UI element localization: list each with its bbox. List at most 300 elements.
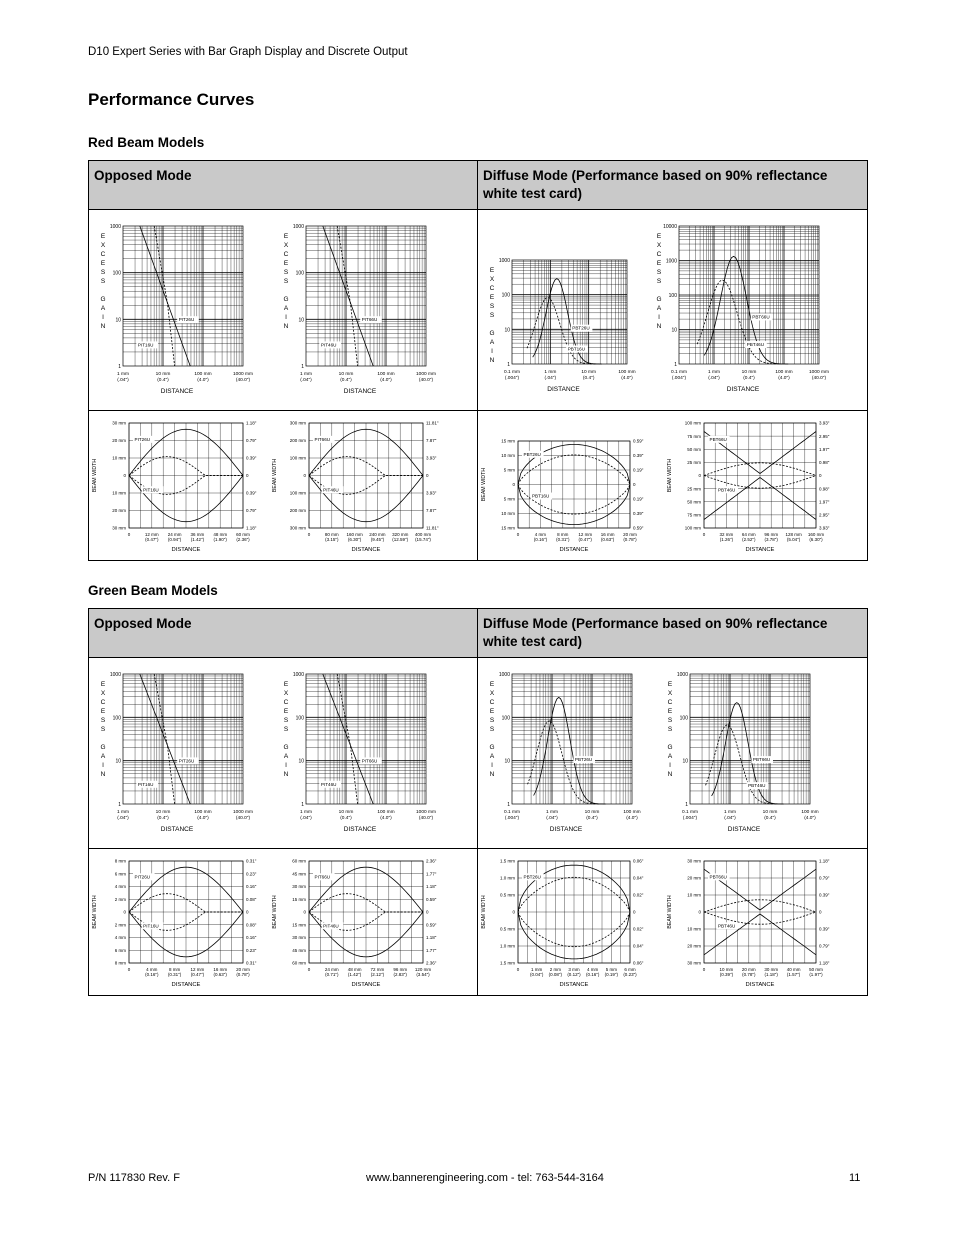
distance-tick-inch-label: (40.0") <box>418 816 434 821</box>
excess-gain-axis-letter: N <box>489 771 495 778</box>
gain-tick-label: 100 <box>501 715 510 722</box>
green-diffuse-gain-charts <box>478 658 867 848</box>
excess-gain-axis-letter: E <box>489 267 495 274</box>
gain-tick-label: 10 <box>115 317 121 324</box>
beam-width-tick-right: 0.39" <box>819 892 830 898</box>
excess-gain-axis-letter: E <box>656 260 662 267</box>
excess-gain-axis-letter: E <box>283 260 289 267</box>
beam-width-tick-right: 1.18" <box>819 858 830 864</box>
beam-width-tick-right: 1.18" <box>426 935 437 941</box>
gain-tick-label: 1 <box>301 802 304 808</box>
beam-width-tick-left: 200 mm <box>289 508 306 514</box>
curve-label-PIT16U: PIT16U <box>137 342 154 348</box>
beam-width-tick-left: 30 mm <box>112 525 126 531</box>
excess-gain-axis-letter: G <box>656 296 662 303</box>
beam-width-tick-left: 1.5 mm <box>499 858 515 864</box>
distance-tick-label: 100 mm <box>194 810 212 815</box>
distance-tick-label: 1000 mm <box>233 810 253 815</box>
curve-label-PBT46U: PBT46U <box>717 487 736 493</box>
beam-width-tick-right: 2.95" <box>819 512 830 518</box>
beam-width-tick-right: 0.59" <box>426 922 437 928</box>
excess-gain-axis-letter: S <box>283 278 289 285</box>
distance-axis-title: DISTANCE <box>351 982 381 988</box>
gain-tick-label: 100 <box>668 293 677 299</box>
beam-width-tick-left: 8 mm <box>114 858 126 864</box>
distance-tick-inch-label: (4.0") <box>380 816 392 821</box>
curve-label-PBT66U: PBT66U <box>752 314 770 320</box>
distance-tick-label: 100 mm <box>194 372 212 377</box>
beam-width-tick-left: 30 mm <box>687 858 701 864</box>
gain-tick-label: 1000 <box>676 672 688 678</box>
beam-width-tick-right: 0.06" <box>633 858 644 864</box>
distance-tick-inch-label: (0.12") <box>567 972 581 977</box>
gain-tick-label: 1000 <box>109 224 121 230</box>
distance-tick-label: 60 mm <box>236 532 250 537</box>
distance-axis-title: DISTANCE <box>160 388 194 395</box>
beam-width-tick-right: 0 <box>246 909 249 915</box>
distance-tick-label: 0.1 mm <box>504 810 520 815</box>
distance-tick-inch-label: (4.0") <box>197 378 209 383</box>
distance-tick-inch-label: (4.0") <box>197 816 209 821</box>
distance-tick-inch-label: (0.78") <box>623 537 637 542</box>
distance-tick-inch-label: (3.15") <box>325 537 339 542</box>
distance-tick-inch-label: (40.0") <box>235 816 251 821</box>
distance-tick-label: 100 mm <box>377 810 395 815</box>
distance-tick-label: 24 mm <box>167 532 182 537</box>
beam-width-axis-title: BEAM WIDTH <box>272 458 278 493</box>
gain-tick-label: 10 <box>682 758 688 765</box>
beam-width-tick-left: 0.5 mm <box>499 892 515 898</box>
excess-gain-axis-letter: A <box>667 753 673 760</box>
beam-width-tick-right: 3.93" <box>426 455 437 461</box>
distance-tick-inch-label: (0.4") <box>743 376 755 381</box>
green-opposed-gain-charts <box>89 658 478 848</box>
gain-tick-label: 100 <box>112 715 121 722</box>
excess-gain-axis-letter: C <box>283 251 289 258</box>
distance-tick-label: 1 mm <box>708 370 720 375</box>
excess-gain-axis-letter: N <box>100 323 106 330</box>
gain-tick-label: 10 <box>504 758 510 765</box>
beam-width-tick-right: 1.18" <box>246 525 257 531</box>
beam-width-tick-left: 0 <box>512 482 515 488</box>
distance-tick-inch-label: (0.4") <box>340 378 352 383</box>
beam-width-tick-left: 100 mm <box>289 455 306 461</box>
green-beam-table <box>88 608 868 996</box>
curve-label-PIT46U: PIT46U <box>323 923 339 929</box>
distance-axis-title: DISTANCE <box>559 982 589 988</box>
distance-tick-label: 1 mm <box>546 810 558 815</box>
distance-tick-inch-label: (4.0") <box>380 378 392 383</box>
excess-gain-axis-letter: A <box>100 305 106 312</box>
distance-tick-label: 100 mm <box>623 810 641 815</box>
gain-tick-label: 10 <box>671 327 677 334</box>
beam-width-tick-left: 20 mm <box>112 508 126 514</box>
excess-gain-axis-letter: S <box>100 717 106 724</box>
distance-tick-label: 0.1 mm <box>504 370 520 375</box>
beam-width-tick-right: 0.79" <box>246 508 257 514</box>
beam-width-axis-title: BEAM WIDTH <box>667 895 673 929</box>
distance-tick-inch-label: (5.04") <box>786 537 801 542</box>
beam-width-tick-right: 0.98" <box>819 460 830 466</box>
gain-tick-label: 1000 <box>292 672 304 678</box>
beam-width-tick-left: 1.0 mm <box>499 875 515 881</box>
excess-gain-axis-letter: E <box>100 260 106 267</box>
excess-gain-axis-letter: S <box>656 278 662 285</box>
distance-tick-label: 64 mm <box>741 532 756 537</box>
curve-label-PBT16U: PBT16U <box>567 346 586 352</box>
beam-width-tick-left: 0 <box>123 909 126 915</box>
excess-gain-axis-letter: N <box>283 771 289 778</box>
gain-tick-label: 1 <box>674 362 677 368</box>
beam-width-tick-right: 0.23" <box>246 947 257 953</box>
beam-width-tick-right: 0 <box>246 473 249 479</box>
excess-gain-axis-letter: C <box>489 699 495 706</box>
excess-gain-axis-letter: S <box>489 717 495 724</box>
distance-tick-label: 40 mm <box>786 967 801 972</box>
beam-width-tick-right: 7.87" <box>426 438 437 444</box>
distance-tick-label: 20 mm <box>741 967 756 972</box>
distance-tick-label: 8 mm <box>557 532 569 537</box>
distance-tick-inch-label: (0.4") <box>157 378 169 383</box>
beam-width-tick-left: 6 mm <box>114 871 126 877</box>
distance-tick-label: 0.1 mm <box>671 370 687 375</box>
curve-label-PIT66U: PIT66U <box>361 317 378 323</box>
excess-gain-axis-letter: X <box>656 242 662 249</box>
distance-axis-title: DISTANCE <box>171 982 201 988</box>
distance-tick-label: 10 mm <box>338 810 354 815</box>
beam-width-tick-left: 5 mm <box>503 496 515 502</box>
distance-tick-label: 16 mm <box>600 532 615 537</box>
beam-width-axis-title: BEAM WIDTH <box>92 895 98 929</box>
beam-width-tick-left: 10 mm <box>687 926 701 932</box>
distance-tick-inch-label: (40.0") <box>418 378 434 383</box>
distance-tick-label: 0 <box>702 967 706 972</box>
distance-tick-label: 160 mm <box>346 532 363 537</box>
distance-tick-label: 48 mm <box>347 967 362 972</box>
distance-tick-label: 1 mm <box>300 372 312 377</box>
distance-tick-inch-label: (9.45") <box>370 537 385 542</box>
distance-tick-inch-label: (15.74") <box>415 537 431 542</box>
distance-tick-inch-label: (3.54") <box>416 972 430 977</box>
excess-gain-axis-letter: S <box>667 726 673 733</box>
gain-tick-label: 100 <box>679 715 688 722</box>
red-beam-heading: Red Beam Models <box>88 135 205 150</box>
distance-tick-inch-label: (.04") <box>708 376 720 381</box>
curve-label-PBT26U: PBT26U <box>523 874 541 880</box>
excess-gain-axis-letter: N <box>667 771 673 778</box>
distance-axis-title: DISTANCE <box>549 826 583 833</box>
green-diffuse-gain-cell <box>478 658 867 848</box>
beam-width-tick-left: 6 mm <box>114 947 126 953</box>
distance-tick-label: 12 mm <box>190 967 205 972</box>
distance-tick-label: 80 mm <box>324 532 339 537</box>
distance-tick-label: 0 <box>127 532 131 537</box>
beam-width-tick-left: 2 mm <box>114 922 126 928</box>
beam-width-tick-right: 11.81" <box>426 420 439 426</box>
distance-tick-inch-label: (40.0") <box>811 376 827 381</box>
beam-width-tick-left: 4 mm <box>114 884 126 890</box>
distance-tick-label: 96 mm <box>393 967 408 972</box>
excess-gain-axis-letter: S <box>489 312 495 319</box>
gain-tick-label: 1 <box>507 362 510 368</box>
distance-axis-title: DISTANCE <box>343 826 377 833</box>
excess-gain-axis-letter: S <box>100 269 106 276</box>
excess-gain-axis-letter: I <box>285 762 287 769</box>
excess-gain-axis-letter: X <box>489 276 495 283</box>
distance-tick-inch-label: (0.78") <box>742 972 756 977</box>
beam-width-tick-right: 2.95" <box>819 433 830 439</box>
excess-gain-axis-letter: E <box>489 708 495 715</box>
beam-width-tick-right: 0.08" <box>246 922 257 928</box>
excess-gain-axis-letter: E <box>100 233 106 240</box>
beam-width-tick-left: 75 mm <box>687 512 701 518</box>
beam-width-tick-left: 15 mm <box>292 922 306 928</box>
curve-label-PIT66U: PIT66U <box>361 758 378 764</box>
curve-label-PIT16U: PIT16U <box>143 923 159 929</box>
beam-width-tick-right: 2.36" <box>426 858 437 864</box>
distance-tick-inch-label: (0.47") <box>578 537 592 542</box>
distance-tick-inch-label: (4.0") <box>621 376 633 381</box>
gain-tick-label: 100 <box>295 715 304 722</box>
beam-width-tick-right: 0.39" <box>633 511 644 517</box>
distance-tick-inch-label: (0.23") <box>623 972 637 977</box>
distance-tick-inch-label: (2.52") <box>742 537 756 542</box>
beam-width-tick-right: 0.19" <box>633 467 644 473</box>
excess-gain-axis-letter: C <box>100 699 106 706</box>
beam-width-tick-right: 0.79" <box>819 875 830 881</box>
green-beam-heading: Green Beam Models <box>88 583 218 598</box>
green-opposed-gain-cell <box>89 658 478 848</box>
document-header: D10 Expert Series with Bar Graph Display and Discrete Output <box>88 46 408 58</box>
red-opposed-gain-cell <box>89 210 478 410</box>
beam-width-tick-left: 20 mm <box>687 875 701 881</box>
gain-tick-label: 10 <box>298 758 304 765</box>
beam-width-tick-right: 1.18" <box>426 884 437 890</box>
beam-width-tick-left: 100 mm <box>684 525 701 531</box>
beam-width-tick-right: 0.79" <box>819 943 830 949</box>
excess-gain-axis-letter: I <box>102 314 104 321</box>
excess-gain-axis-letter: I <box>491 348 493 355</box>
distance-tick-label: 48 mm <box>213 532 228 537</box>
distance-tick-inch-label: (2.12") <box>370 972 385 977</box>
beam-width-axis-title: BEAM WIDTH <box>667 458 673 493</box>
curve-label-PIT46U: PIT46U <box>323 487 339 493</box>
excess-gain-axis-letter: I <box>285 314 287 321</box>
excess-gain-axis-letter: S <box>283 269 289 276</box>
beam-width-tick-left: 45 mm <box>292 871 306 877</box>
distance-tick-label: 0.1 mm <box>682 810 698 815</box>
beam-width-tick-left: 30 mm <box>292 935 306 941</box>
distance-axis-title: DISTANCE <box>726 386 760 393</box>
distance-tick-inch-label: (4.0") <box>778 376 790 381</box>
beam-width-tick-left: 300 mm <box>289 525 306 531</box>
curve-label-PIT46U: PIT46U <box>320 781 337 787</box>
footer-part-number: P/N 117830 Rev. F <box>88 1172 180 1184</box>
distance-tick-inch-label: (0.63") <box>213 972 227 977</box>
distance-tick-inch-label: (.004") <box>504 816 520 821</box>
gain-tick-label: 1000 <box>292 224 304 230</box>
beam-width-tick-right: 2.36" <box>426 960 437 966</box>
distance-tick-label: 32 mm <box>719 532 734 537</box>
distance-tick-label: 1000 mm <box>809 370 829 375</box>
beam-width-tick-left: 0 <box>123 473 126 479</box>
distance-tick-inch-label: (0.19") <box>604 972 619 977</box>
distance-tick-inch-label: (1.90") <box>213 537 227 542</box>
distance-axis-title: DISTANCE <box>171 547 201 553</box>
excess-gain-axis-letter: S <box>283 717 289 724</box>
beam-width-tick-left: 50 mm <box>687 446 701 452</box>
excess-gain-axis-letter: I <box>658 314 660 321</box>
distance-axis-title: DISTANCE <box>160 826 194 833</box>
beam-width-tick-right: 1.77" <box>426 871 437 877</box>
curve-label-PIT16U: PIT16U <box>137 781 154 787</box>
beam-width-tick-right: 3.93" <box>819 420 830 426</box>
distance-tick-label: 3 mm <box>568 967 580 972</box>
excess-gain-axis-letter: X <box>283 242 289 249</box>
distance-tick-label: 20 mm <box>623 532 637 537</box>
gain-tick-label: 10 <box>115 758 121 765</box>
gain-tick-label: 1000 <box>498 672 510 678</box>
distance-tick-inch-label: (6.30") <box>809 537 823 542</box>
green-opposed-header: Opposed Mode <box>89 609 478 657</box>
footer-page-number: 11 <box>849 1172 861 1184</box>
beam-width-tick-right: 0 <box>819 473 822 479</box>
beam-width-tick-right: 3.93" <box>819 525 830 531</box>
distance-tick-label: 30 mm <box>764 967 779 972</box>
excess-gain-axis-letter: A <box>283 753 289 760</box>
distance-tick-label: 1 mm <box>531 967 543 972</box>
excess-gain-axis-letter: E <box>100 681 106 688</box>
beam-width-tick-right: 0.59" <box>633 525 644 531</box>
beam-width-tick-right: 0.16" <box>246 884 257 890</box>
distance-tick-inch-label: (4.0") <box>804 816 816 821</box>
green-opposed-beam-charts <box>89 849 478 995</box>
distance-axis-title: DISTANCE <box>745 982 775 988</box>
beam-width-axis-title: BEAM WIDTH <box>272 895 278 929</box>
excess-gain-axis-letter: C <box>283 699 289 706</box>
excess-gain-axis-letter: X <box>100 690 106 697</box>
distance-tick-label: 5 mm <box>605 967 617 972</box>
distance-tick-label: 10 mm <box>719 967 734 972</box>
distance-tick-label: 320 mm <box>392 532 409 537</box>
excess-gain-axis-letter: A <box>489 753 495 760</box>
excess-gain-axis-letter: N <box>656 323 662 330</box>
beam-width-tick-left: 0 <box>698 473 701 479</box>
curve-label-PBT66U: PBT66U <box>752 757 771 763</box>
excess-gain-axis-letter: A <box>283 305 289 312</box>
beam-width-tick-left: 30 mm <box>112 420 126 426</box>
curve-label-PBT26U: PBT26U <box>572 325 590 331</box>
distance-tick-label: 36 mm <box>190 532 205 537</box>
beam-width-tick-left: 200 mm <box>289 438 306 444</box>
beam-width-tick-left: 20 mm <box>687 943 701 949</box>
gain-tick-label: 1 <box>118 802 121 808</box>
distance-tick-inch-label: (0.16") <box>585 972 600 977</box>
distance-tick-inch-label: (0.16") <box>145 972 159 977</box>
distance-tick-label: 120 mm <box>414 967 432 972</box>
excess-gain-axis-letter: X <box>489 690 495 697</box>
distance-axis-title: DISTANCE <box>547 386 580 393</box>
distance-tick-inch-label: (0.94") <box>167 537 182 542</box>
red-diffuse-gain-charts <box>478 210 867 410</box>
gain-tick-label: 1000 <box>665 258 677 265</box>
beam-width-tick-left: 0 <box>303 909 306 915</box>
distance-tick-inch-label: (1.42") <box>347 972 362 977</box>
gain-tick-label: 100 <box>501 292 510 299</box>
beam-width-tick-right: 0.39" <box>819 926 830 932</box>
distance-tick-inch-label: (0.4") <box>764 816 776 821</box>
gain-tick-label: 10000 <box>663 224 677 230</box>
distance-tick-label: 20 mm <box>236 967 250 972</box>
gain-tick-label: 1000 <box>498 258 510 264</box>
distance-tick-label: 100 mm <box>775 370 793 375</box>
excess-gain-axis-letter: X <box>667 690 673 697</box>
beam-width-tick-left: 2 mm <box>114 896 126 902</box>
excess-gain-axis-letter: E <box>283 681 289 688</box>
distance-tick-label: 1 mm <box>300 810 312 815</box>
distance-tick-label: 12 mm <box>578 532 593 537</box>
gain-tick-label: 100 <box>112 270 121 277</box>
excess-gain-axis-letter: X <box>283 690 289 697</box>
distance-axis-title: DISTANCE <box>351 547 381 553</box>
distance-tick-inch-label: (.04") <box>117 816 129 821</box>
curve-label-PIT26U: PIT26U <box>134 436 151 442</box>
beam-width-tick-right: 0.98" <box>819 486 830 492</box>
distance-tick-inch-label: (.04") <box>117 378 129 383</box>
distance-tick-label: 24 mm <box>324 967 339 972</box>
red-opposed-beam-charts <box>89 411 478 560</box>
beam-width-tick-left: 10 mm <box>112 490 126 496</box>
red-opposed-header: Opposed Mode <box>89 161 478 209</box>
distance-tick-inch-label: (6.30") <box>347 537 362 542</box>
gain-tick-label: 1 <box>507 802 510 808</box>
beam-width-tick-left: 10 mm <box>687 892 701 898</box>
distance-tick-label: 10 mm <box>584 810 600 815</box>
green-opposed-beam-cell <box>89 849 478 995</box>
excess-gain-axis-letter: I <box>669 762 671 769</box>
distance-tick-label: 0 <box>702 532 706 537</box>
distance-tick-inch-label: (1.57") <box>786 972 801 977</box>
beam-width-tick-left: 60 mm <box>292 858 306 864</box>
beam-width-tick-right: 0.19" <box>633 496 644 502</box>
distance-tick-label: 10 mm <box>581 370 597 375</box>
distance-axis-title: DISTANCE <box>727 826 761 833</box>
curve-label-PBT16U: PBT16U <box>531 493 550 499</box>
distance-tick-label: 1 mm <box>724 810 736 815</box>
beam-width-tick-left: 0 <box>698 909 701 915</box>
distance-tick-label: 10 mm <box>762 810 778 815</box>
curve-label-PIT26U: PIT26U <box>178 758 195 764</box>
beam-width-tick-right: 0.04" <box>633 943 644 949</box>
beam-width-tick-left: 30 mm <box>687 960 701 966</box>
distance-tick-label: 50 mm <box>809 967 823 972</box>
distance-tick-label: 96 mm <box>764 532 779 537</box>
distance-tick-inch-label: (0.31") <box>556 537 570 542</box>
beam-width-tick-right: 0.02" <box>633 926 644 932</box>
beam-width-tick-left: 60 mm <box>292 960 306 966</box>
curve-label-PBT66U: PBT66U <box>709 436 727 442</box>
beam-width-tick-left: 8 mm <box>114 960 126 966</box>
distance-axis-title: DISTANCE <box>343 388 377 395</box>
excess-gain-axis-letter: S <box>667 717 673 724</box>
distance-tick-label: 400 mm <box>414 532 432 537</box>
distance-tick-label: 6 mm <box>624 967 636 972</box>
beam-width-tick-right: 7.87" <box>426 508 437 514</box>
curve-label-PBT26U: PBT26U <box>523 451 541 457</box>
beam-width-tick-right: 0.59" <box>633 438 644 444</box>
beam-width-tick-left: 10 mm <box>501 453 515 459</box>
distance-tick-inch-label: (0.4") <box>582 376 595 381</box>
